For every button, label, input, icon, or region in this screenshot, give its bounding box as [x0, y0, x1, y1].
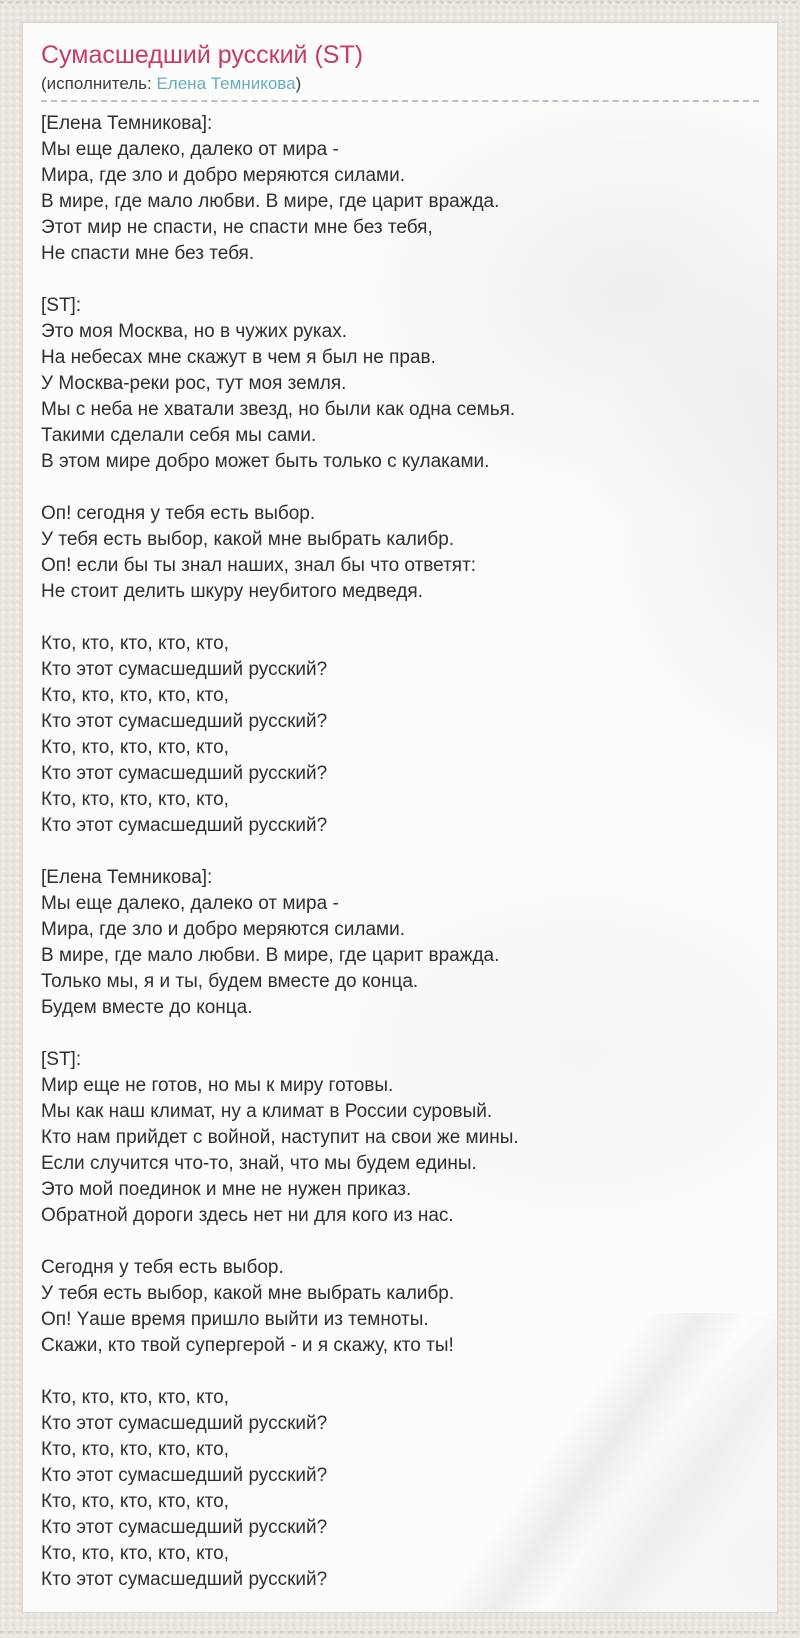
- lyrics-line: У тебя есть выбор, какой мне выбрать калибр.: [41, 529, 455, 550]
- lyrics-line: Мира, где зло и добро меряются силами.: [41, 165, 406, 186]
- lyrics-line: Мы еще далеко, далеко от мира -: [41, 139, 339, 160]
- lyrics-line: Мир еще не готов, но мы к миру готовы.: [41, 1075, 394, 1096]
- lyrics-line: Кто, кто, кто, кто, кто,: [41, 633, 229, 654]
- lyrics-line: Кто, кто, кто, кто, кто,: [41, 1491, 229, 1512]
- lyrics-line: Кто, кто, кто, кто, кто,: [41, 1387, 229, 1408]
- lyrics-stanza: [41, 1255, 759, 1359]
- lyrics-line: На небесах мне скажут в чем я был не прав.: [41, 347, 436, 368]
- lyrics-line: [ST]:: [41, 1049, 82, 1070]
- lyrics-line: Оп! Yаше время пришло выйти из темноты.: [41, 1309, 429, 1330]
- lyrics-stanza: [41, 865, 759, 1021]
- lyrics-line: [Елена Темникова]:: [41, 867, 213, 888]
- lyrics-line: Оп! сегодня у тебя есть выбор.: [41, 503, 316, 524]
- lyrics-line: Кто этот сумасшедший русский?: [41, 1569, 328, 1590]
- dotted-separator: [41, 100, 759, 102]
- lyrics-line: Сегодня у тебя есть выбор.: [41, 1257, 284, 1278]
- lyrics-line: Кто этот сумасшедший русский?: [41, 1517, 328, 1538]
- lyrics-line: В мире, где мало любви. В мире, где царит вражда.: [41, 191, 500, 212]
- lyrics-line: Только мы, я и ты, будем вместе до конца.: [41, 971, 419, 992]
- lyrics-stanza: [41, 1047, 759, 1229]
- lyrics-line: Кто, кто, кто, кто, кто,: [41, 789, 229, 810]
- artist-label-close: ): [295, 74, 302, 93]
- lyrics-line: Это моя Москва, но в чужих руках.: [41, 321, 347, 342]
- top-texture-dashes: [0, 1, 800, 4]
- lyrics-line: [Елена Темникова]:: [41, 113, 213, 134]
- lyrics-stanza: [41, 1385, 759, 1593]
- artist-line: [41, 73, 759, 95]
- lyrics-line: Этот мир не спасти, не спасти мне без тебя,: [41, 217, 433, 238]
- lyrics-line: У Москва-реки рос, тут моя земля.: [41, 373, 347, 394]
- lyrics-line: Обратной дороги здесь нет ни для кого из нас.: [41, 1205, 454, 1226]
- lyrics-line: Кто нам прийдет с войной, наступит на свои же мины.: [41, 1127, 519, 1148]
- lyrics-line: Мы с неба не хватали звезд, но были как одна семья.: [41, 399, 516, 420]
- lyrics-line: Кто, кто, кто, кто, кто,: [41, 685, 229, 706]
- lyrics-line: Оп! если бы ты знал наших, знал бы что ответят:: [41, 555, 477, 576]
- bottom-texture-dashes: [0, 1631, 800, 1634]
- lyrics-line: Мы как наш климат, ну а климат в России суровый.: [41, 1101, 493, 1122]
- lyrics-line: Кто этот сумасшедший русский?: [41, 763, 328, 784]
- lyrics-line: Кто этот сумасшедший русский?: [41, 815, 328, 836]
- lyrics-stanza: [41, 293, 759, 475]
- lyrics-line: Скажи, кто твой супергерой - и я скажу, кто ты!: [41, 1335, 454, 1356]
- lyrics-line: Такими сделали себя мы сами.: [41, 425, 317, 446]
- lyrics-line: Мы еще далеко, далеко от мира -: [41, 893, 339, 914]
- lyrics-line: Будем вместе до конца.: [41, 997, 253, 1018]
- lyrics-line: Не спасти мне без тебя.: [41, 243, 255, 264]
- lyrics-line: [ST]:: [41, 295, 82, 316]
- lyrics-stanza: [41, 501, 759, 605]
- lyrics-text: [41, 111, 759, 1593]
- lyrics-card: [22, 22, 778, 1613]
- lyrics-line: В мире, где мало любви. В мире, где царит вражда.: [41, 945, 500, 966]
- lyrics-line: Кто этот сумасшедший русский?: [41, 1413, 328, 1434]
- lyrics-line: Кто этот сумасшедший русский?: [41, 1465, 328, 1486]
- lyrics-line: У тебя есть выбор, какой мне выбрать калибр.: [41, 1283, 455, 1304]
- lyrics-line: Кто этот сумасшедший русский?: [41, 711, 328, 732]
- lyrics-line: Кто, кто, кто, кто, кто,: [41, 1439, 229, 1460]
- artist-link[interactable]: Елена Темникова: [156, 74, 296, 93]
- lyrics-line: Кто, кто, кто, кто, кто,: [41, 737, 229, 758]
- lyrics-line: Мира, где зло и добро меряются силами.: [41, 919, 406, 940]
- lyrics-line: Кто этот сумасшедший русский?: [41, 659, 328, 680]
- lyrics-line: Если случится что-то, знай, что мы будем едины.: [41, 1153, 477, 1174]
- artist-label-open: (исполнитель:: [41, 74, 152, 93]
- lyrics-stanza: [41, 111, 759, 267]
- lyrics-line: Это мой поединок и мне не нужен приказ.: [41, 1179, 412, 1200]
- song-title: Сумасшедший русский (ST): [41, 41, 364, 69]
- lyrics-line: Кто, кто, кто, кто, кто,: [41, 1543, 229, 1564]
- lyrics-stanza: [41, 631, 759, 839]
- lyrics-line: Не стоит делить шкуру неубитого медведя.: [41, 581, 423, 602]
- lyrics-line: В этом мире добро может быть только с кулаками.: [41, 451, 490, 472]
